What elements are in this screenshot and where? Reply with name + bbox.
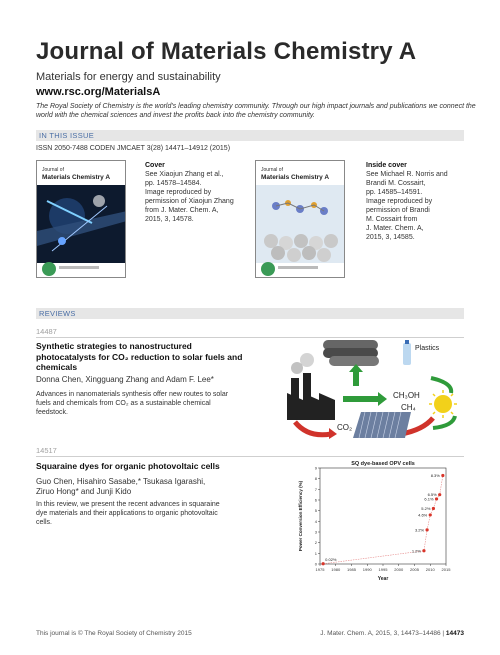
x-tick-label: 1995 xyxy=(378,567,388,572)
y-axis-label: Power Conversion Efficiency (%) xyxy=(298,480,303,552)
data-label: 8.3% xyxy=(430,472,440,478)
x-tick-label: 1985 xyxy=(347,567,356,572)
abstract-line: In this review, we present the recent advances in squaraine xyxy=(36,501,220,508)
data-label: 1.2% xyxy=(411,548,421,554)
footer-separator: | xyxy=(442,630,446,637)
x-tick-label: 2005 xyxy=(410,567,419,572)
data-point xyxy=(438,493,441,496)
section-reviews: REVIEWS xyxy=(36,308,464,319)
footer-page-number: 14473 xyxy=(445,630,464,637)
chart-title: SQ dye-based OPV cells xyxy=(351,461,415,467)
abstract-line: Advances in nanomaterials synthesis offer new routes to solar xyxy=(36,391,229,398)
cover-line: pp. 14578–14584. xyxy=(145,180,202,187)
y-tick-label: 1 xyxy=(314,550,317,556)
data-label: 6.1% xyxy=(424,496,434,502)
footer-copyright: This journal is © The Royal Society of Chemistry 2015 xyxy=(36,630,192,637)
label-ch4: CH₄ xyxy=(401,403,416,412)
x-tick-label: 2015 xyxy=(441,567,451,572)
divider xyxy=(36,456,464,457)
data-point xyxy=(435,497,438,500)
inside-cover-line: See Michael R. Norris and xyxy=(366,171,448,178)
data-point xyxy=(426,528,429,531)
x-tick-label: 1990 xyxy=(362,567,372,572)
article-title-line: chemicals xyxy=(36,362,78,372)
y-tick-label: 5 xyxy=(314,508,317,514)
data-label: 0.02% xyxy=(325,556,337,562)
inside-cover-line: permission of Brandi xyxy=(366,207,430,214)
cover-line: Image reproduced by xyxy=(145,189,212,196)
abstract-line: feedstock. xyxy=(36,409,68,416)
cover-line: 2015, 3, 14578. xyxy=(145,216,194,223)
x-tick-label: 1980 xyxy=(331,567,341,572)
data-label: 3.2% xyxy=(414,527,425,533)
article-abstract xyxy=(36,500,220,527)
y-tick-label: 4 xyxy=(314,518,317,524)
y-tick-label: 0 xyxy=(314,561,317,567)
section-in-this-issue: IN THIS ISSUE xyxy=(36,130,464,141)
issn-line: ISSN 2050-7488 CODEN JMCAET 3(28) 14471–14912 (2015) xyxy=(36,145,231,152)
inside-cover-line: 2015, 3, 14585. xyxy=(366,234,415,241)
y-tick-label: 2 xyxy=(314,540,317,546)
inside-cover-line: Image reproduced by xyxy=(366,198,433,205)
cover-caption xyxy=(145,161,234,224)
author-line: Guo Chen, Hisahiro Sasabe,* Tsukasa Igarashi, xyxy=(36,477,206,486)
journal-title: Journal of Materials Chemistry A xyxy=(36,38,417,65)
y-tick-label: 3 xyxy=(314,529,317,535)
abstract-line: fuels and chemicals from CO₂ as a sustainable chemical xyxy=(36,400,211,407)
article-title-line: photocatalysts for CO₂ reduction to solar fuels and xyxy=(36,351,243,362)
inside-cover-label: Inside cover xyxy=(366,162,407,169)
abstract-line: cells. xyxy=(36,519,52,526)
x-tick-label: 2000 xyxy=(394,567,404,572)
article-abstract xyxy=(36,390,228,417)
article-page-number: 14517 xyxy=(36,446,57,455)
inside-cover-caption xyxy=(366,161,448,242)
y-tick-label: 6 xyxy=(314,497,317,503)
data-point xyxy=(422,549,425,552)
cover-line: from J. Mater. Chem. A, xyxy=(145,207,219,214)
article-title[interactable] xyxy=(36,341,242,373)
article-title-line: Synthetic strategies to nanostructured xyxy=(36,341,192,351)
data-point xyxy=(322,562,325,565)
data-label: 5.2% xyxy=(421,506,431,512)
article-authors xyxy=(36,477,205,497)
abstract-line: dye materials and their applications to organic photovoltaic xyxy=(36,510,218,517)
article-title[interactable] xyxy=(36,461,220,472)
journal-url[interactable]: www.rsc.org/MaterialsA xyxy=(36,86,161,98)
journal-subtitle: Materials for energy and sustainability xyxy=(36,71,221,83)
svg-text:Materials Chemistry A: Materials Chemistry A xyxy=(42,174,111,181)
inside-cover-image xyxy=(255,160,345,278)
x-tick-label: 1975 xyxy=(315,567,325,572)
data-label: 6.5% xyxy=(427,492,437,498)
cover-label: Cover xyxy=(145,162,165,169)
y-tick-label: 9 xyxy=(314,465,317,471)
label-co2: CO₂ xyxy=(337,423,353,432)
x-axis-label: Year xyxy=(377,576,389,582)
article-authors: Donna Chen, Xingguang Zhang and Adam F. Lee* xyxy=(36,375,214,384)
label-plastics: Plastics xyxy=(415,345,440,352)
footer-citation-text: J. Mater. Chem. A, 2015, 3, 14473–14486 xyxy=(320,630,441,637)
label-ch3oh: CH₃OH xyxy=(393,391,420,400)
cover-line: See Xiaojun Zhang et al., xyxy=(145,171,224,178)
data-point xyxy=(429,513,432,516)
data-point xyxy=(432,507,435,510)
journal-intro: The Royal Society of Chemistry is the world's leading chemistry community. Through our high impact journals and publications we connect the world with the chemical sciences and invest the profits back into the chemistry community. xyxy=(36,103,476,119)
cover-image xyxy=(36,160,126,278)
data-point xyxy=(441,474,444,477)
article-page-number: 14487 xyxy=(36,327,57,336)
inside-cover-line: J. Mater. Chem. A, xyxy=(366,225,424,232)
inside-cover-line: pp. 14585–14591. xyxy=(366,189,423,196)
svg-text:Journal of: Journal of xyxy=(42,167,64,173)
article-title-line: Squaraine dyes for organic photovoltaic cells xyxy=(36,461,220,471)
cover-line: permission of Xiaojun Zhang xyxy=(145,198,234,205)
footer-citation xyxy=(320,630,464,637)
x-tick-label: 2010 xyxy=(425,567,435,572)
data-label: 4.6% xyxy=(418,512,428,518)
svg-text:Journal of: Journal of xyxy=(261,167,283,173)
inside-cover-line: Brandi M. Cossairt, xyxy=(366,180,426,187)
svg-text:Materials Chemistry A: Materials Chemistry A xyxy=(261,174,330,181)
y-tick-label: 8 xyxy=(314,476,317,482)
inside-cover-line: M. Cossairt from xyxy=(366,216,418,223)
opv-efficiency-chart xyxy=(296,458,456,582)
author-line: Ziruo Hong* and Junji Kido xyxy=(36,487,132,496)
y-tick-label: 7 xyxy=(314,486,317,492)
graphical-abstract-co2 xyxy=(283,338,463,440)
